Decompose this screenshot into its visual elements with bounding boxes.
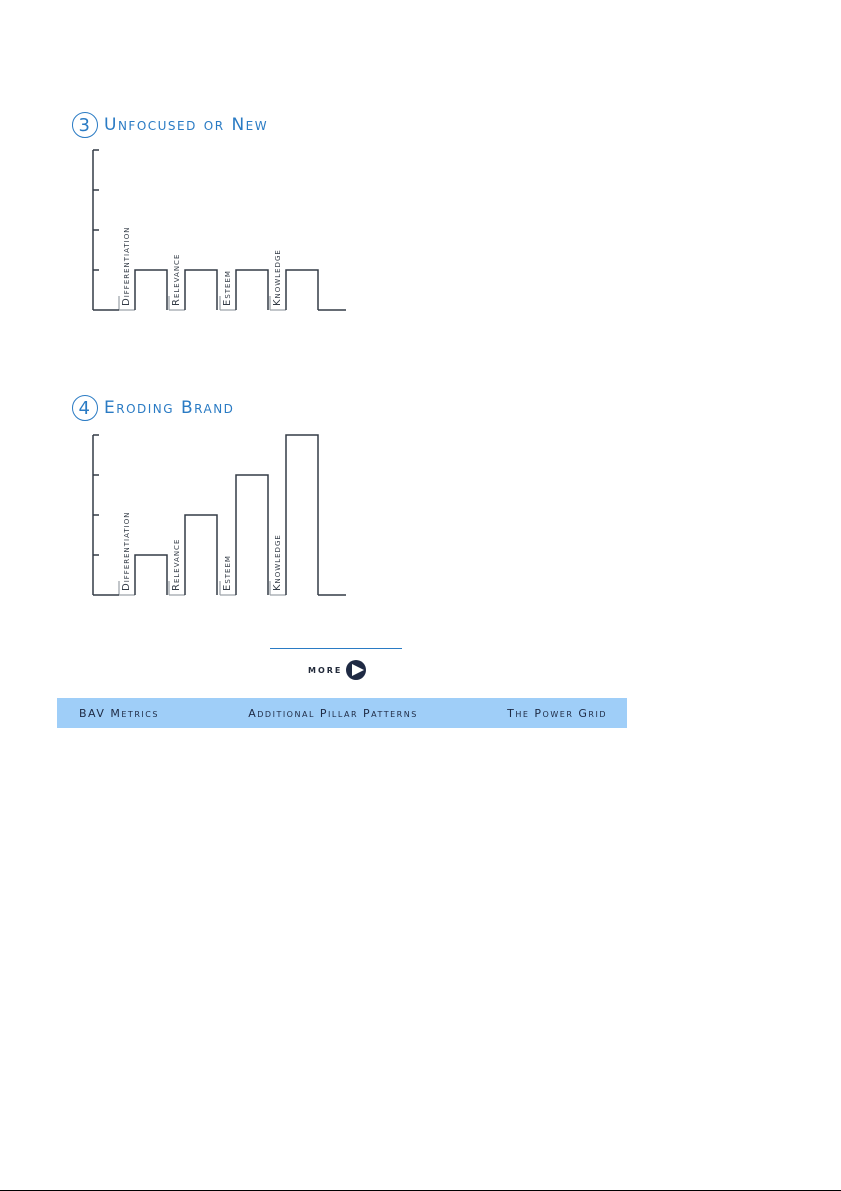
pillar-bar-esteem bbox=[236, 270, 268, 310]
pillar-chart-unfocused bbox=[0, 140, 360, 320]
pillar-label-differentiation: Differentiation bbox=[121, 226, 132, 306]
pillar-bar-knowledge bbox=[286, 435, 318, 595]
section-3-title-text: Unfocused or New bbox=[104, 115, 269, 135]
pillar-label-relevance: Relevance bbox=[171, 253, 182, 306]
pillar-bar-esteem bbox=[236, 475, 268, 595]
nav-additional-pillar-patterns[interactable]: Additional Pillar Patterns bbox=[248, 706, 418, 720]
pillar-label-esteem: Esteem bbox=[222, 555, 233, 591]
more-button[interactable] bbox=[308, 660, 366, 680]
pillar-chart-eroding bbox=[0, 425, 360, 605]
pillar-bar-relevance bbox=[185, 270, 217, 310]
pillar-bar-knowledge bbox=[286, 270, 318, 310]
pillar-bar-differentiation bbox=[135, 555, 167, 595]
pillar-label-esteem: Esteem bbox=[222, 270, 233, 306]
section-4-title-text: Eroding Brand bbox=[104, 398, 235, 418]
pillar-bar-relevance bbox=[185, 515, 217, 595]
pillar-bar-differentiation bbox=[135, 270, 167, 310]
pillar-label-knowledge: Knowledge bbox=[272, 534, 283, 591]
pillar-label-differentiation: Differentiation bbox=[121, 511, 132, 591]
bottom-nav bbox=[57, 698, 627, 728]
nav-bav-metrics[interactable]: BAV Metrics bbox=[79, 706, 159, 720]
number-4-icon: 4 bbox=[72, 395, 98, 421]
nav-power-grid[interactable]: The Power Grid bbox=[507, 706, 607, 720]
play-arrow-icon bbox=[346, 660, 366, 680]
pillar-label-knowledge: Knowledge bbox=[272, 249, 283, 306]
section-3-title bbox=[72, 112, 268, 138]
more-divider bbox=[270, 648, 402, 649]
number-3-icon: 3 bbox=[72, 112, 98, 138]
pillar-label-relevance: Relevance bbox=[171, 538, 182, 591]
section-4-title bbox=[72, 395, 234, 421]
more-label: MORE bbox=[308, 665, 343, 675]
